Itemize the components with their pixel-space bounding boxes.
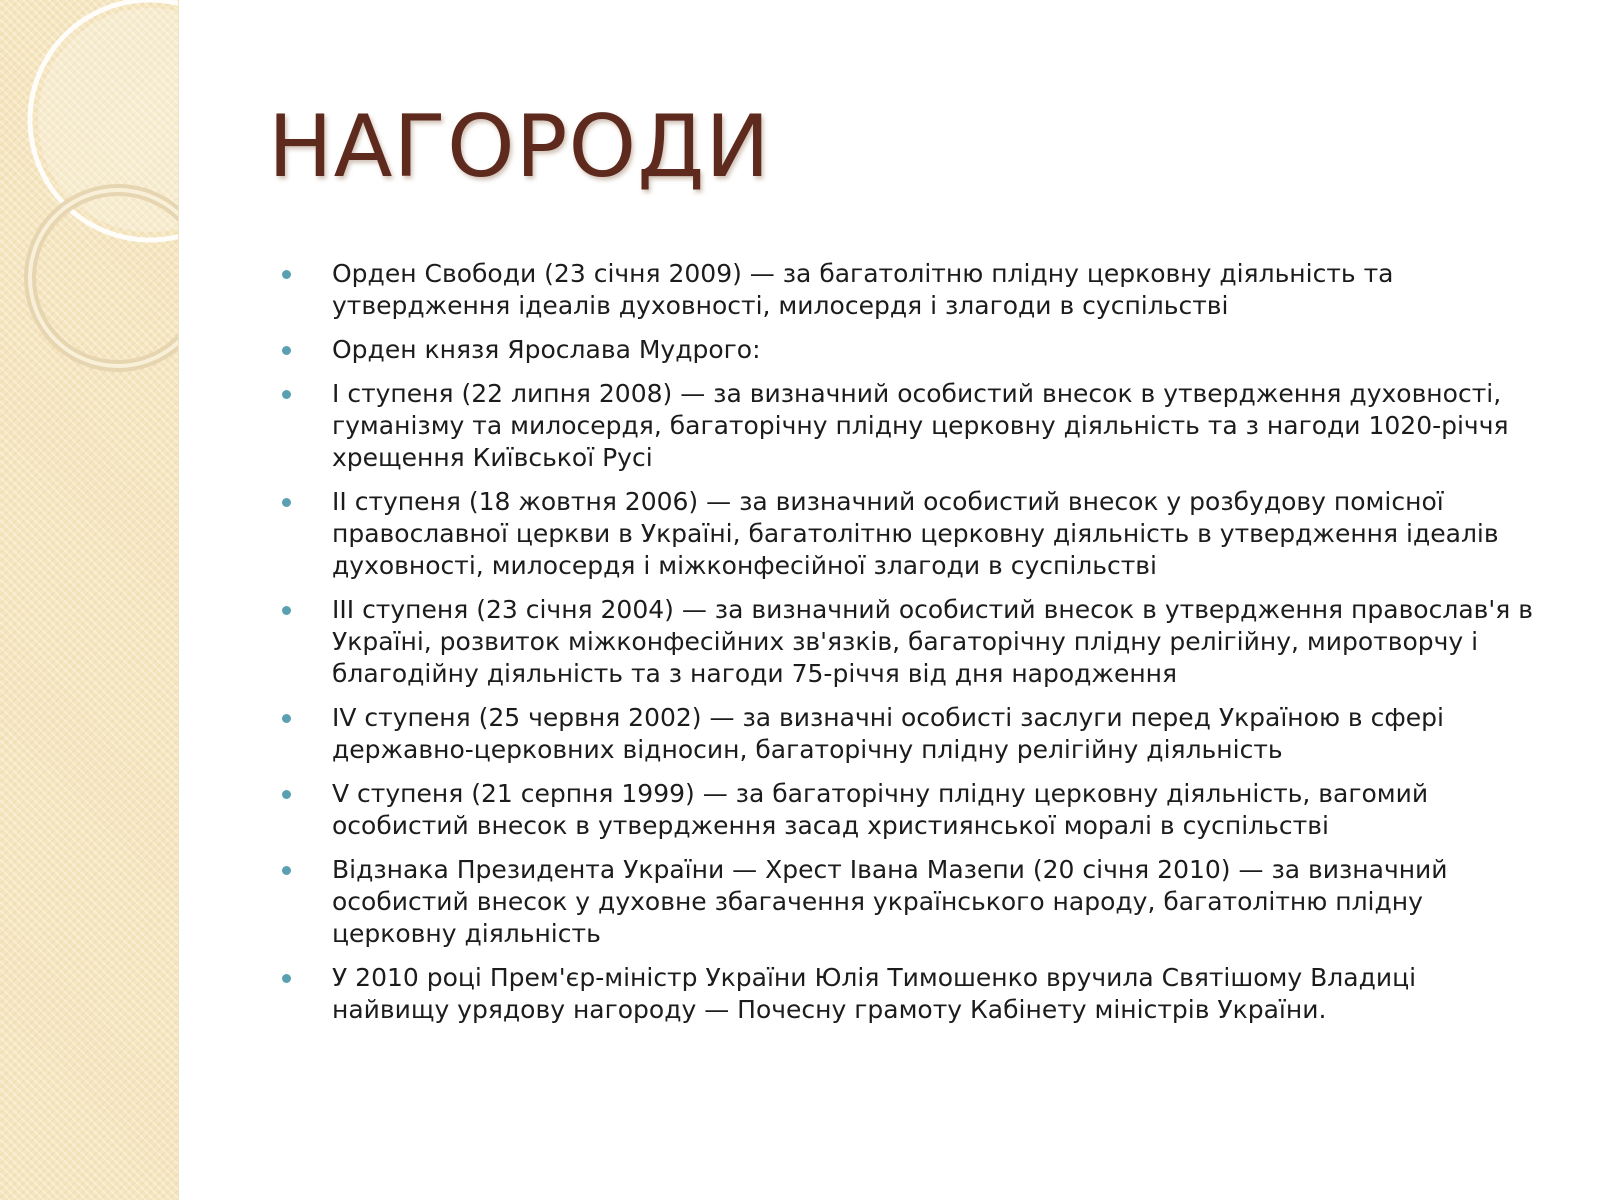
list-item-text: Орден князя Ярослава Мудрого: bbox=[332, 335, 761, 364]
list-item bbox=[280, 334, 1535, 366]
list-item bbox=[280, 258, 1535, 322]
decorative-side-panel bbox=[0, 0, 179, 1200]
bullet-dot-icon bbox=[282, 714, 291, 723]
list-item bbox=[280, 854, 1535, 950]
list-item bbox=[280, 486, 1535, 582]
list-item bbox=[280, 378, 1535, 474]
list-item bbox=[280, 778, 1535, 842]
bullet-dot-icon bbox=[282, 606, 291, 615]
bullet-dot-icon bbox=[282, 390, 291, 399]
bullet-dot-icon bbox=[282, 790, 291, 799]
bullet-dot-icon bbox=[282, 866, 291, 875]
list-item-text: II ступеня (18 жовтня 2006) — за визначний особистий внесок у розбудову помісної православної церкви в Україні, багатолітню церковну діяльність в утвердження ідеалів духовності, милосердя і міжконфесійної злагоди в суспільстві bbox=[332, 487, 1499, 580]
bullet-dot-icon bbox=[282, 498, 291, 507]
list-item bbox=[280, 594, 1535, 690]
list-item-text: У 2010 році Прем'єр-міністр України Юлія Тимошенко вручила Святішому Владиці найвищу урядову нагороду — Почесну грамоту Кабінету міністрів України. bbox=[332, 963, 1417, 1024]
decorative-rings-icon bbox=[0, 0, 178, 420]
list-item-text: IV ступеня (25 червня 2002) — за визначні особисті заслуги перед Україною в сфері державно-церковних відносин, багаторічну плідну релігійну діяльність bbox=[332, 703, 1444, 764]
bullet-dot-icon bbox=[282, 346, 291, 355]
list-item-text: III ступеня (23 січня 2004) — за визначний особистий внесок в утвердження православ'я в Україні, розвиток міжконфесійних зв'язків, багаторічну плідну релігійну, миротворчу і благодійну діяльність та з нагоди 75-річчя від дня народження bbox=[332, 595, 1533, 688]
bullet-dot-icon bbox=[282, 270, 291, 279]
list-item-text: I ступеня (22 липня 2008) — за визначний особистий внесок в утвердження духовності, гуманізму та милосердя, багаторічну плідну церковну діяльність та з нагоди 1020-річчя хрещення Київської Русі bbox=[332, 379, 1509, 472]
list-item-text: V ступеня (21 серпня 1999) — за багаторічну плідну церковну діяльність, вагомий особистий внесок в утвердження засад християнської моралі в суспільстві bbox=[332, 779, 1429, 840]
bullet-dot-icon bbox=[282, 974, 291, 983]
list-item bbox=[280, 962, 1535, 1026]
list-item-text: Орден Свободи (23 січня 2009) — за багатолітню плідну церковну діяльність та утвердження ідеалів духовності, милосердя і злагоди в суспільстві bbox=[332, 259, 1394, 320]
list-item bbox=[280, 702, 1535, 766]
slide-title: НАГОРОДИ bbox=[268, 97, 771, 197]
list-item-text: Відзнака Президента України — Хрест Івана Мазепи (20 січня 2010) — за визначний особистий внесок у духовне збагачення українського народу, багатолітню плідну церковну діяльність bbox=[332, 855, 1448, 948]
bullet-list bbox=[280, 258, 1535, 1038]
